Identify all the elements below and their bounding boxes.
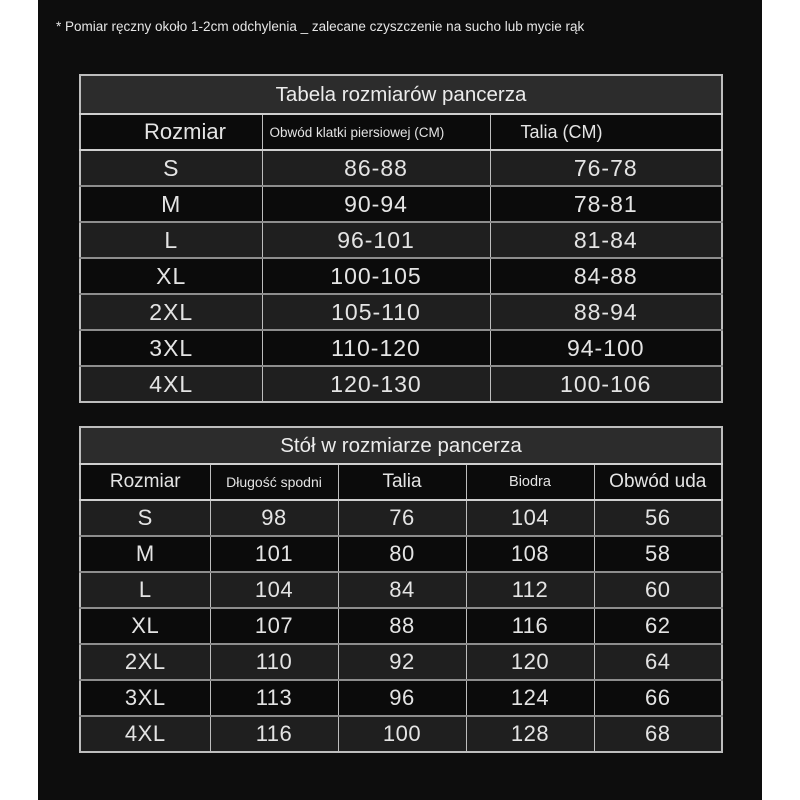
header-size: Rozmiar bbox=[80, 114, 262, 150]
table-row bbox=[80, 716, 722, 752]
cell-chest: 105-110 bbox=[262, 294, 490, 330]
cell-waist: 78-81 bbox=[490, 186, 722, 222]
cell-waist: 88 bbox=[338, 608, 466, 644]
header-hips: Biodra bbox=[466, 464, 594, 500]
cell-length: 110 bbox=[210, 644, 338, 680]
cell-hips: 108 bbox=[466, 536, 594, 572]
measurement-note: * Pomiar ręczny około 1-2cm odchylenia _ zalecane czyszczenie na sucho lub mycie rąk bbox=[56, 19, 585, 34]
header-size: Rozmiar bbox=[80, 464, 210, 500]
cell-hips: 128 bbox=[466, 716, 594, 752]
header-length: Długość spodni bbox=[210, 464, 338, 500]
cell-waist: 94-100 bbox=[490, 330, 722, 366]
table-row bbox=[80, 330, 722, 366]
cell-hips: 120 bbox=[466, 644, 594, 680]
cell-chest: 90-94 bbox=[262, 186, 490, 222]
armor-table-title: Tabela rozmiarów pancerza bbox=[80, 75, 722, 114]
cell-length: 101 bbox=[210, 536, 338, 572]
table-row bbox=[80, 680, 722, 716]
cell-size: M bbox=[80, 536, 210, 572]
cell-thigh: 68 bbox=[594, 716, 722, 752]
cell-size: S bbox=[80, 500, 210, 536]
table-row bbox=[80, 366, 722, 402]
cell-hips: 104 bbox=[466, 500, 594, 536]
cell-hips: 112 bbox=[466, 572, 594, 608]
cell-size: S bbox=[80, 150, 262, 186]
cell-waist: 76-78 bbox=[490, 150, 722, 186]
cell-waist: 80 bbox=[338, 536, 466, 572]
cell-thigh: 60 bbox=[594, 572, 722, 608]
header-waist: Talia (CM) bbox=[490, 114, 722, 150]
cell-thigh: 66 bbox=[594, 680, 722, 716]
cell-size: 4XL bbox=[80, 366, 262, 402]
header-waist: Talia bbox=[338, 464, 466, 500]
cell-waist: 100-106 bbox=[490, 366, 722, 402]
cell-size: 2XL bbox=[80, 644, 210, 680]
cell-waist: 81-84 bbox=[490, 222, 722, 258]
cell-length: 98 bbox=[210, 500, 338, 536]
cell-thigh: 58 bbox=[594, 536, 722, 572]
pants-size-table bbox=[79, 426, 723, 753]
table-row bbox=[80, 608, 722, 644]
cell-length: 116 bbox=[210, 716, 338, 752]
cell-waist: 96 bbox=[338, 680, 466, 716]
cell-size: XL bbox=[80, 258, 262, 294]
cell-size: 4XL bbox=[80, 716, 210, 752]
cell-chest: 120-130 bbox=[262, 366, 490, 402]
cell-size: 2XL bbox=[80, 294, 262, 330]
cell-chest: 100-105 bbox=[262, 258, 490, 294]
cell-waist: 84 bbox=[338, 572, 466, 608]
cell-chest: 86-88 bbox=[262, 150, 490, 186]
table-row bbox=[80, 222, 722, 258]
cell-size: L bbox=[80, 222, 262, 258]
header-chest: Obwód klatki piersiowej (CM) bbox=[262, 114, 490, 150]
cell-chest: 96-101 bbox=[262, 222, 490, 258]
table-row bbox=[80, 644, 722, 680]
cell-hips: 116 bbox=[466, 608, 594, 644]
cell-thigh: 64 bbox=[594, 644, 722, 680]
cell-length: 107 bbox=[210, 608, 338, 644]
cell-size: 3XL bbox=[80, 330, 262, 366]
cell-thigh: 56 bbox=[594, 500, 722, 536]
table-row bbox=[80, 500, 722, 536]
pants-table-title: Stół w rozmiarze pancerza bbox=[80, 427, 722, 464]
cell-waist: 84-88 bbox=[490, 258, 722, 294]
cell-size: M bbox=[80, 186, 262, 222]
cell-length: 113 bbox=[210, 680, 338, 716]
cell-size: L bbox=[80, 572, 210, 608]
cell-thigh: 62 bbox=[594, 608, 722, 644]
cell-length: 104 bbox=[210, 572, 338, 608]
header-thigh: Obwód uda bbox=[594, 464, 722, 500]
table-row bbox=[80, 536, 722, 572]
table-row bbox=[80, 150, 722, 186]
cell-waist: 100 bbox=[338, 716, 466, 752]
cell-size: 3XL bbox=[80, 680, 210, 716]
table-row bbox=[80, 186, 722, 222]
table-row bbox=[80, 294, 722, 330]
armor-size-table bbox=[79, 74, 723, 403]
cell-hips: 124 bbox=[466, 680, 594, 716]
table-row bbox=[80, 572, 722, 608]
cell-chest: 110-120 bbox=[262, 330, 490, 366]
table-row bbox=[80, 258, 722, 294]
cell-waist: 92 bbox=[338, 644, 466, 680]
cell-waist: 88-94 bbox=[490, 294, 722, 330]
cell-size: XL bbox=[80, 608, 210, 644]
cell-waist: 76 bbox=[338, 500, 466, 536]
